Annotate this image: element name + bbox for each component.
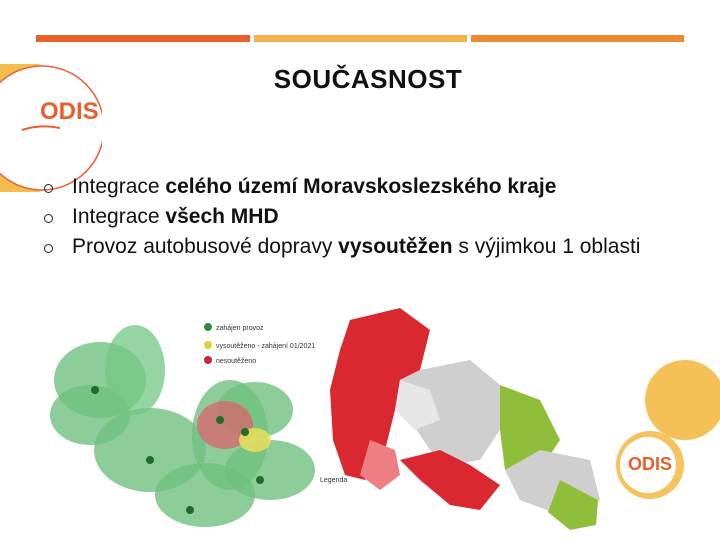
legend-item-3: nesoutěženo xyxy=(216,358,257,365)
legend-title: Legenda xyxy=(320,477,348,484)
region-map-left xyxy=(50,325,315,527)
logo-text-right: ODIS xyxy=(628,454,673,474)
region-map-right xyxy=(330,308,600,530)
bullet-text-bold: vysoutěžen xyxy=(338,235,453,258)
accent-bar-orange xyxy=(471,35,684,42)
maps-area xyxy=(0,300,720,540)
odis-logo-right xyxy=(616,360,720,499)
bullet-circle-icon xyxy=(44,214,53,223)
bullet-text-bold: celého území Moravskoslezského kraje xyxy=(165,175,557,198)
bullet-text-bold: všech MHD xyxy=(165,205,279,228)
bullet-circle-icon xyxy=(44,184,53,193)
slide-title: SOUČASNOST xyxy=(273,64,463,94)
bullet-circle-icon xyxy=(44,244,53,253)
bullet-item-1 xyxy=(44,172,684,202)
bullet-list xyxy=(44,172,684,262)
bullet-item-3 xyxy=(44,232,684,262)
bullet-text-normal: Provoz autobusové dopravy xyxy=(72,235,339,258)
legend-item-1: zahájen provoz xyxy=(216,325,264,332)
accent-bar-red xyxy=(36,35,250,42)
bullet-text-normal: s výjimkou 1 oblasti xyxy=(452,235,641,258)
bullet-text-normal: Integrace xyxy=(72,205,166,228)
bullet-item-2 xyxy=(44,202,684,232)
logo-text: ODIS xyxy=(40,98,99,125)
accent-bar-yellow xyxy=(254,35,467,42)
bullet-text-normal: Integrace xyxy=(72,175,166,198)
legend-item-2: vysoutěženo - zahájení 01/2021 xyxy=(216,343,316,350)
